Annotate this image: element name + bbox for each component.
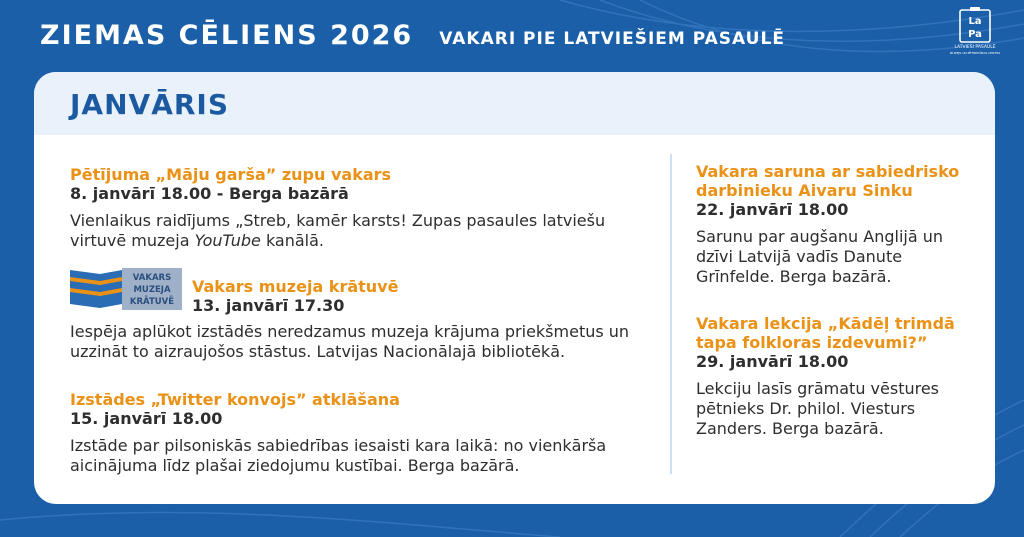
event-folklore-lecture — [696, 314, 971, 439]
event-description: Iespēja aplūkot izstādēs neredzamus muzeja krājuma priekšmetus un uzzināt to aizraujošos stāstus. Latvijas Nacionālajā bibliotēkā. — [70, 322, 630, 361]
lapa-logo — [944, 6, 1004, 56]
badge-line-3: KRĀTUVĒ — [129, 297, 175, 307]
event-museum-storage-description — [70, 314, 660, 362]
event-title: Izstādes „Twitter konvojs” atklāšana — [70, 390, 400, 409]
event-title: Vakars muzeja krātuvē — [192, 277, 399, 296]
badge-line-2: MUZEJA — [133, 285, 171, 295]
event-description: Lekciju lasīs grāmatu vēstures pētnieks Dr. philol. Viesturs Zanders. Berga bazārā. — [696, 379, 940, 438]
open-book-icon — [70, 268, 182, 310]
header — [40, 20, 785, 60]
event-description: Sarunu par augšanu Anglijā un dzīvi Latvijā vadīs Danute Grīnfelde. Berga bazārā. — [696, 227, 944, 286]
logo-letters-top: La — [968, 16, 982, 27]
event-date: 22. janvārī 18.00 — [696, 200, 849, 219]
event-description: Izstāde par pilsoniskās sabiedrības iesaisti kara laikā: no vienkārša aicinājuma līdz plašai ziedojumu kustībai. Berga bazārā. — [70, 436, 607, 475]
event-date: 8. janvārī 18.00 - Berga bazārā — [70, 184, 349, 203]
event-twitter-convoy — [70, 390, 660, 476]
month-heading: JANVĀRIS — [70, 88, 230, 121]
logo-letters-bottom: Pa — [968, 29, 982, 40]
event-museum-storage-header — [192, 277, 632, 315]
event-title: Vakara saruna ar sabiedrisko darbinieku Aivaru Sinku — [696, 162, 960, 200]
event-soup-evening — [70, 165, 640, 251]
event-date: 29. janvārī 18.00 — [696, 352, 849, 371]
page-subtitle: VAKARI PIE LATVIEŠIEM PASAULĒ — [439, 29, 785, 49]
logo-caption: LATVIEŠI PASAULĒ — [954, 45, 996, 50]
column-divider — [670, 154, 672, 474]
event-date: 13. janvārī 17.30 — [192, 296, 345, 315]
calendar-card — [34, 72, 995, 504]
event-date: 15. janvārī 18.00 — [70, 409, 223, 428]
youtube-text: YouTube — [194, 231, 261, 250]
event-aivars-sinka — [696, 162, 971, 287]
logo-caption-small: MUZEJS UN PĒTNIECĪBAS CENTRS — [949, 51, 1001, 55]
event-title: Pētījuma „Māju garša” zupu vakars — [70, 165, 392, 184]
page-title: ZIEMAS CĒLIENS 2026 — [40, 20, 414, 51]
event-description: Vienlaikus raidījums „Streb, kamēr karsts! Zupas pasaules latviešu virtuvē muzeja YouTube kanālā. — [70, 211, 606, 250]
event-title: Vakara lekcija „Kādēļ trimdā tapa folkloras izdevumi?” — [696, 314, 955, 352]
badge-line-1: VAKARS — [132, 273, 172, 283]
